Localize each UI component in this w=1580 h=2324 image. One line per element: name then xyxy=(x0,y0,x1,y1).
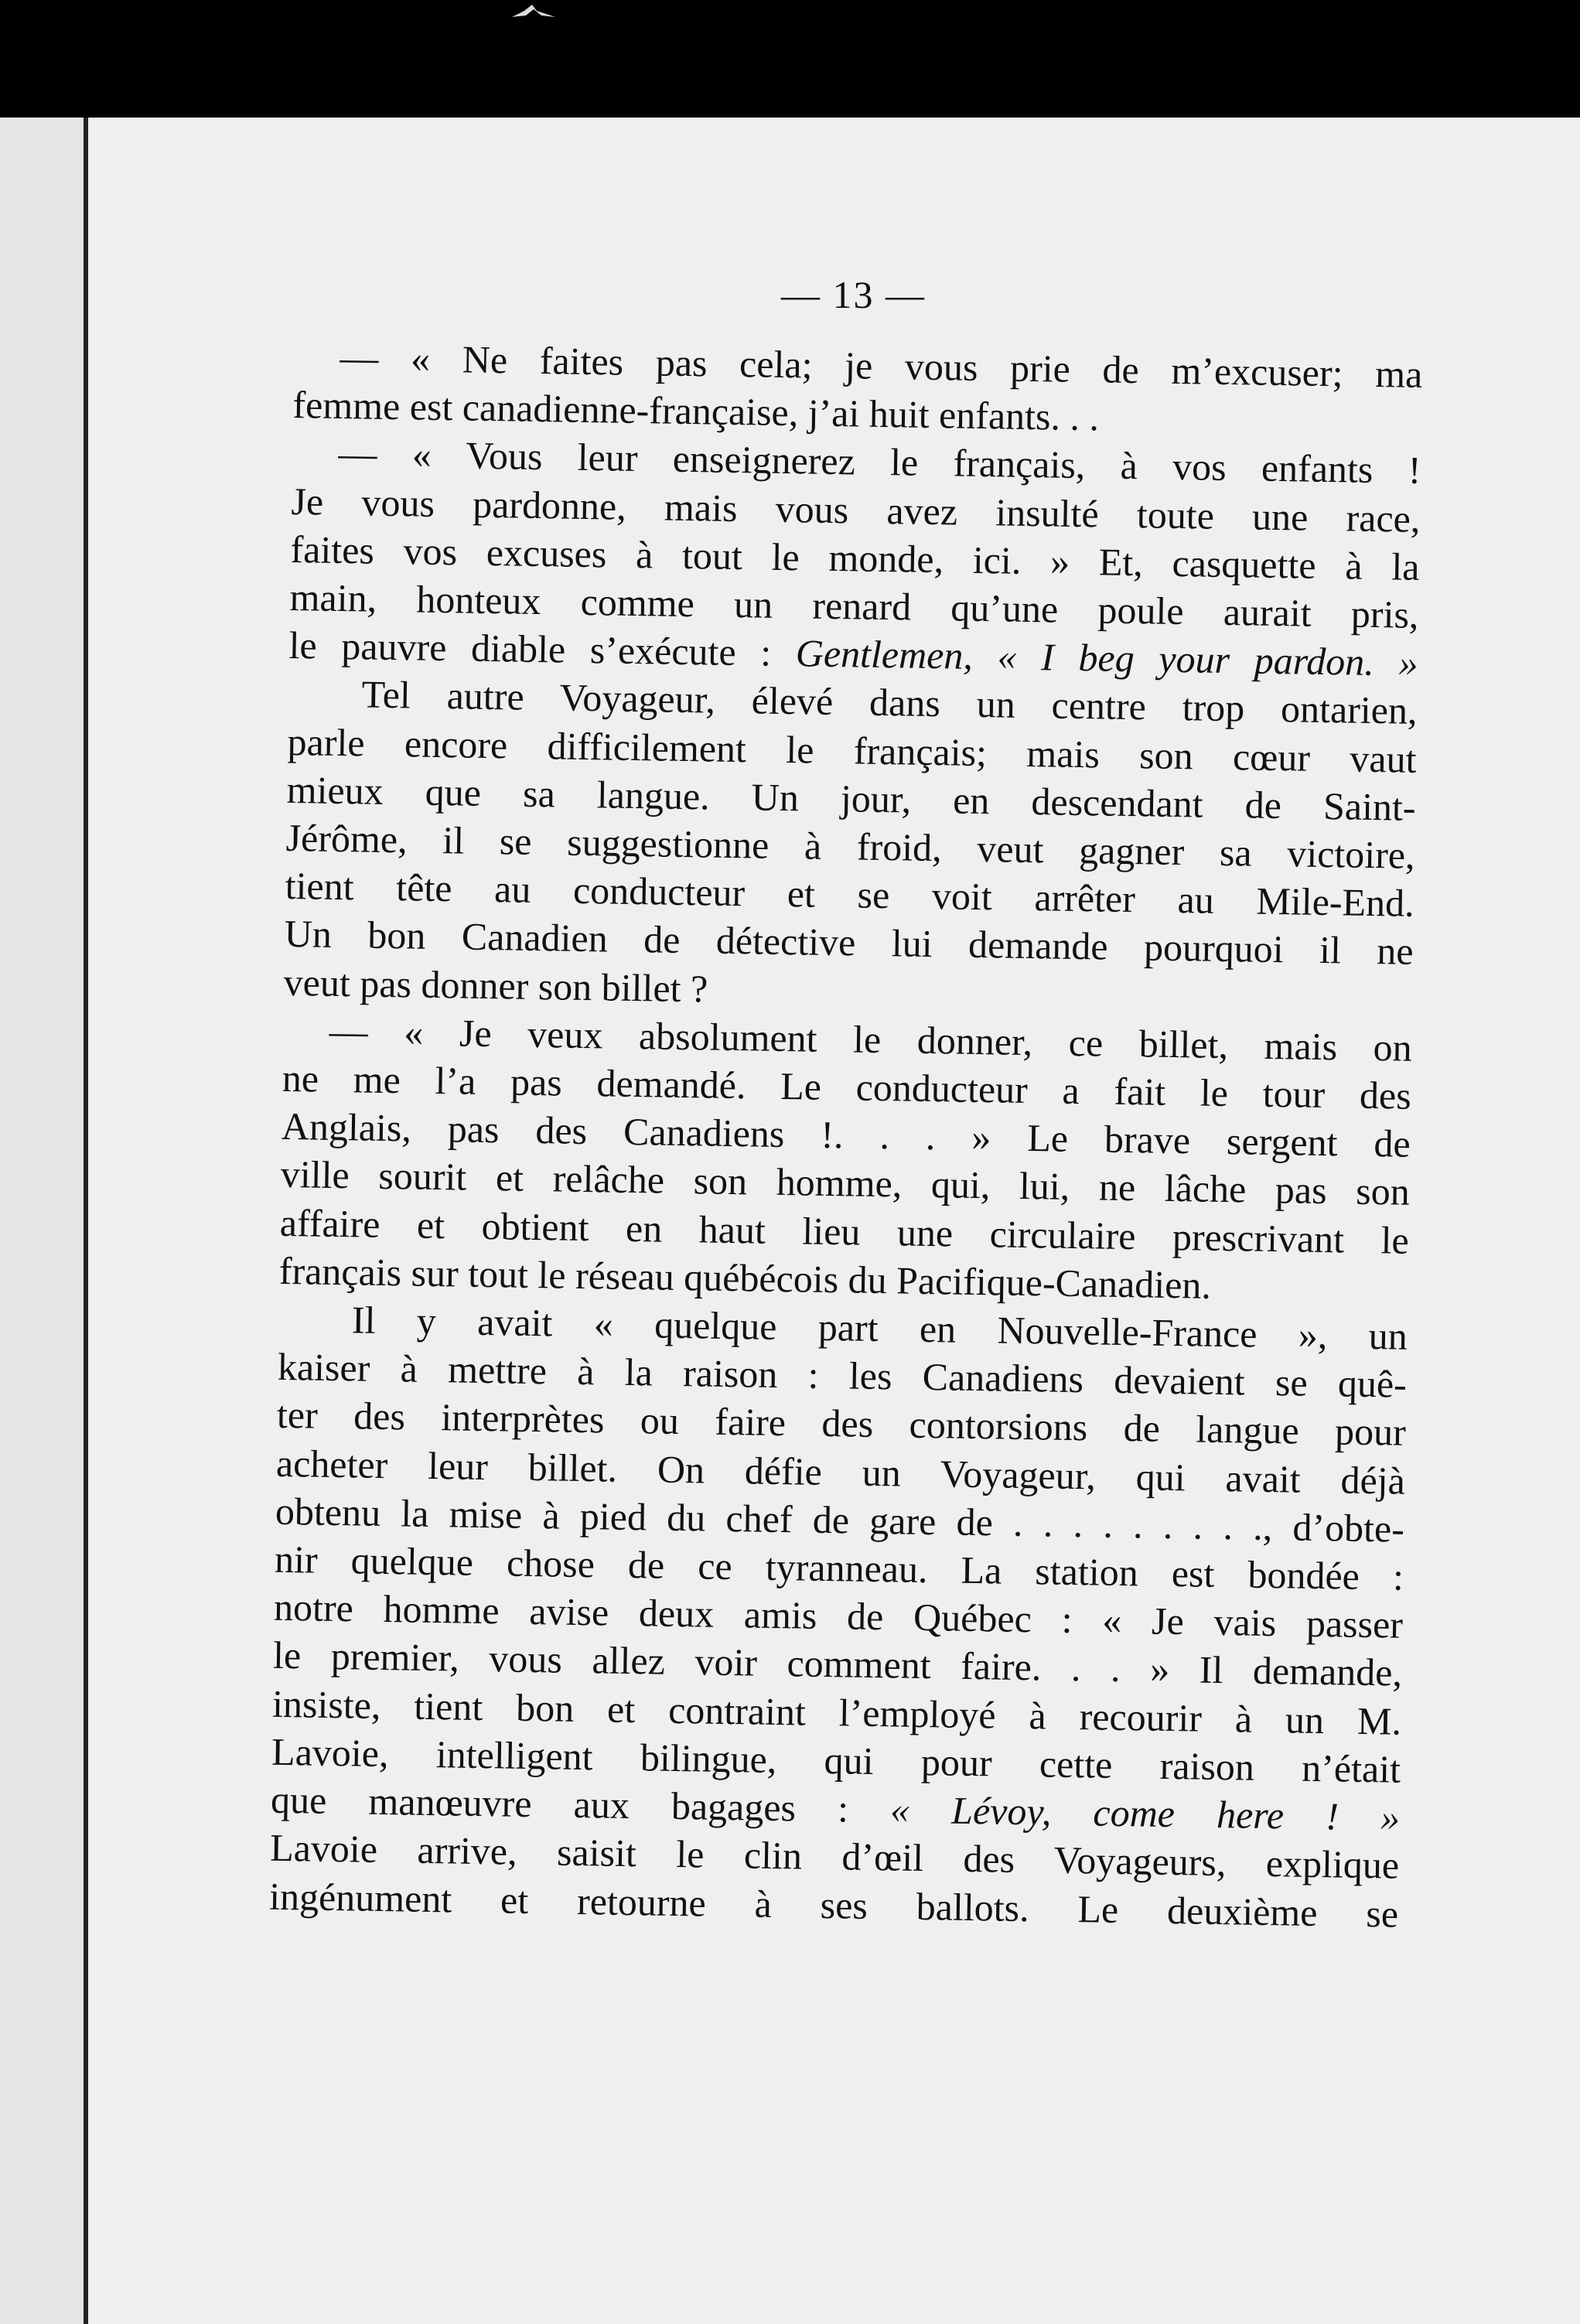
text-line: veut pas donner son billet ? xyxy=(283,960,708,1011)
text-line: Jérôme, il se suggestionne à froid, veut gagner sa victoire, xyxy=(285,815,1416,877)
italic-quote: « Lévoy, come here ! » xyxy=(889,1787,1401,1839)
text-line: femme est canadienne-française, j’ai huit enfants. . . xyxy=(292,383,1100,439)
body-text xyxy=(269,333,1423,1937)
facing-page-edge xyxy=(0,118,87,2324)
text-line: faites vos excuses à tout le monde, ici. » Et, casquette à la xyxy=(290,527,1420,589)
italic-quote: Gentlemen, « I beg your pardon. » xyxy=(795,631,1418,685)
text-line: ne me l’a pas demandé. Le conducteur a fait le tour des xyxy=(282,1056,1412,1118)
text-line: Lavoie, intelligent bilingue, qui pour cette raison n’était xyxy=(271,1729,1401,1791)
text-line: Lavoie arrive, saisit le clin d’œil des Voyageurs, explique xyxy=(269,1826,1400,1887)
text-line: nir quelque chose de ce tyranneau. La station est bondée : xyxy=(274,1537,1404,1599)
text-line: insiste, tient bon et contraint l’employé à recourir à un M. xyxy=(271,1681,1402,1743)
text-line: affaire et obtient en haut lieu une circulaire prescrivant le xyxy=(279,1200,1410,1262)
text-run: le pauvre diable s’exécute : xyxy=(288,623,797,675)
text-line: main, honteux comme un renard qu’une poule aurait pris, xyxy=(289,575,1419,636)
text-line: Un bon Canadien de détective lui demande pourquoi il ne xyxy=(284,912,1414,974)
text-line: français sur tout le réseau québécois du Pacifique-Canadien. xyxy=(278,1248,1212,1307)
text-line: ville sourit et relâche son homme, qui, lui, ne lâche pas son xyxy=(280,1152,1411,1214)
text-line: le premier, vous allez voir comment faire. . . » Il demande, xyxy=(272,1633,1403,1695)
page-gutter-line xyxy=(84,118,88,2324)
text-line: ingénument et retourne à ses ballots. Le deuxième se xyxy=(268,1874,1399,1936)
text-line: parle encore difficilement le français; mais son cœur vaut xyxy=(287,719,1417,781)
film-scan-mark xyxy=(510,0,557,23)
text-line: Il y avait « quelque part en Nouvelle-France », un xyxy=(351,1298,1408,1358)
page-number: — 13 — xyxy=(781,273,926,316)
text-line: obtenu la mise à pied du chef de gare de . . . . . . . . ., d’obte- xyxy=(275,1489,1405,1551)
text-line: kaiser à mettre à la raison : les Canadiens devaient se quê- xyxy=(277,1345,1408,1407)
text-line: tient tête au conducteur et se voit arrêter au Mile-End. xyxy=(285,864,1415,926)
text-line: Tel autre Voyageur, élevé dans un centre trop ontarien, xyxy=(361,672,1418,733)
text-run: que manœuvre aux bagages : xyxy=(270,1777,891,1831)
text-line: mieux que sa langue. Un jour, en descendant de Saint- xyxy=(286,767,1416,829)
text-line: ter des interprètes ou faire des contorsions de langue pour xyxy=(276,1393,1407,1455)
text-line: — « Ne faites pas cela; je vous prie de m’excuser; ma xyxy=(340,335,1423,396)
text-line: — « Vous leur enseignerez le français, à vos enfants ! xyxy=(338,432,1421,493)
text-line: notre homme avise deux amis de Québec : « Je vais passer xyxy=(273,1585,1404,1647)
text-line: acheter leur billet. On défie un Voyageur, qui avait déjà xyxy=(275,1441,1406,1503)
text-line: Je vous pardonne, mais vous avez insulté toute une race, xyxy=(291,479,1421,541)
text-line: Anglais, pas des Canadiens !. . . » Le brave sergent de xyxy=(281,1104,1411,1166)
text-line: — « Je veux absolument le donner, ce billet, mais on xyxy=(329,1008,1413,1070)
